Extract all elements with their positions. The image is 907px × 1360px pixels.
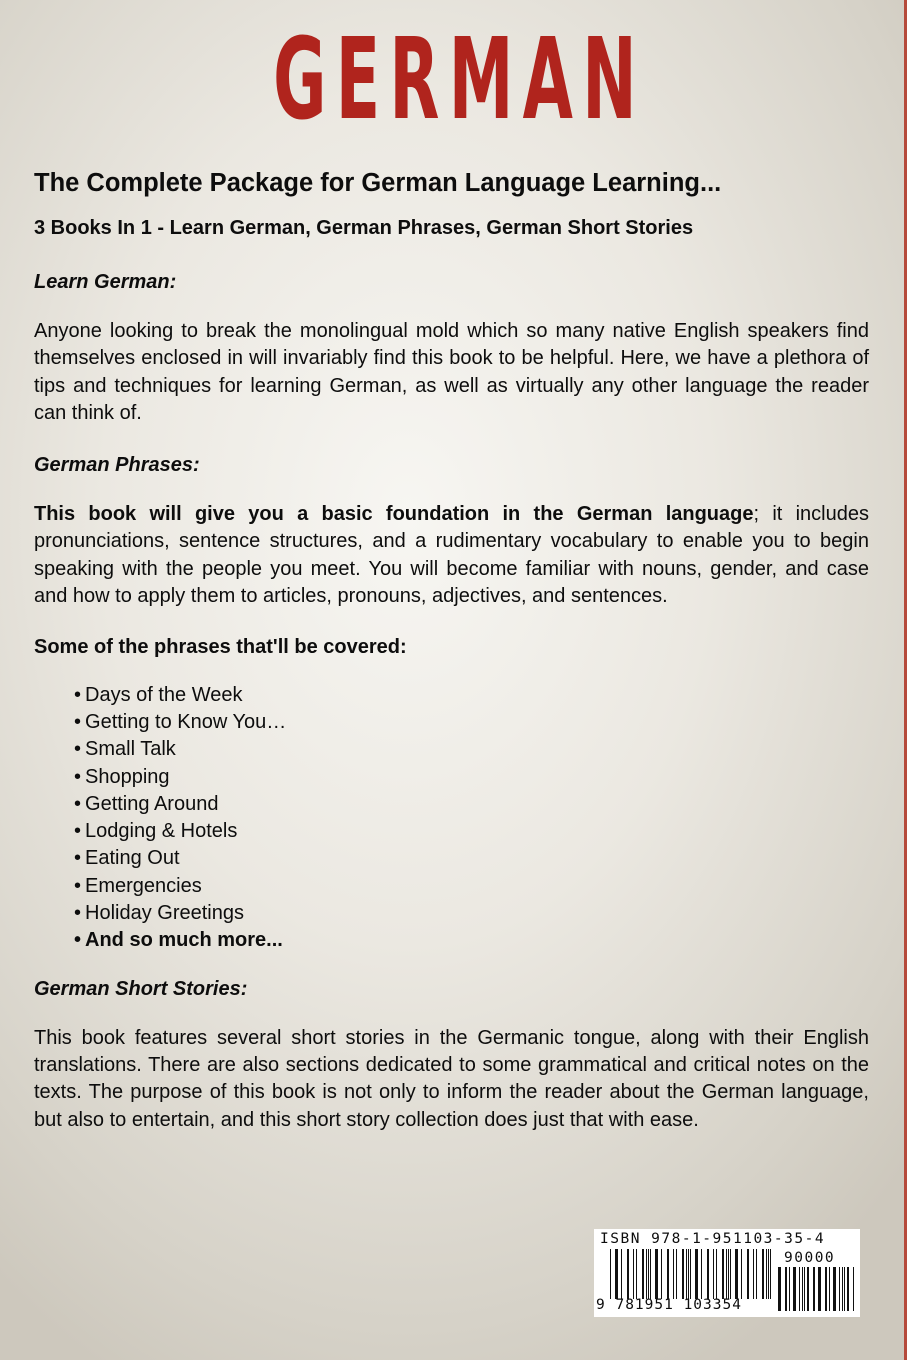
barcode-bar xyxy=(804,1267,805,1311)
section-title-learn-german: Learn German: xyxy=(34,271,177,293)
barcode-bar xyxy=(661,1249,662,1299)
barcode-bar xyxy=(627,1249,629,1299)
barcode-bar xyxy=(646,1249,647,1299)
bullet-icon: • xyxy=(74,902,82,925)
bullet-icon: • xyxy=(74,765,82,788)
bullet-icon: • xyxy=(74,847,82,870)
barcode-bar xyxy=(770,1249,771,1299)
barcode-bar xyxy=(747,1249,749,1299)
barcode-bar xyxy=(722,1249,724,1299)
list-item: • Shopping xyxy=(74,765,170,788)
barcode-price-code: 90000 xyxy=(784,1250,836,1266)
barcode-bar xyxy=(793,1267,796,1311)
list-item: • Emergencies xyxy=(74,874,202,897)
barcode-bar xyxy=(673,1249,674,1299)
barcode-bar xyxy=(753,1249,754,1299)
barcode-bar xyxy=(610,1249,611,1299)
barcode-bar xyxy=(853,1267,854,1311)
back-cover-content xyxy=(34,166,869,1158)
barcode-bar xyxy=(766,1249,767,1299)
barcode-bar xyxy=(648,1249,649,1299)
barcode-bar xyxy=(756,1249,757,1299)
barcode-bar xyxy=(818,1267,821,1311)
barcode-bar xyxy=(839,1267,840,1311)
barcode-bar xyxy=(642,1249,644,1299)
section-body-german-phrases xyxy=(34,501,869,610)
list-item: • Eating Out xyxy=(74,847,180,870)
list-item: • Small Talk xyxy=(74,738,176,761)
barcode-bar xyxy=(807,1267,809,1311)
barcode-bar xyxy=(833,1267,836,1311)
barcode-digits: 9 781951 103354 xyxy=(596,1297,742,1313)
barcode-bar xyxy=(707,1249,709,1299)
barcode-bar xyxy=(825,1267,827,1311)
barcode-bar xyxy=(728,1249,729,1299)
isbn-number: ISBN 978-1-951103-35-4 xyxy=(600,1231,826,1247)
barcode-bar xyxy=(844,1267,845,1311)
barcode-bar xyxy=(686,1249,687,1299)
barcode-bar xyxy=(713,1249,714,1299)
section-body-german-short-stories: This book features several short stories in the Germanic tongue, along with their English translations. There are also sections dedicated to some grammatical and critical notes on the texts. The purpose of this book is not only to inform the reader about the German language, but also to entertain, and this short story collection does just that with ease. xyxy=(34,1026,869,1131)
barcode-bar xyxy=(741,1249,742,1299)
book-title: GERMAN xyxy=(273,15,646,145)
section-title-german-short-stories: German Short Stories: xyxy=(34,977,248,1000)
bullet-icon: • xyxy=(74,738,82,761)
list-item: • And so much more... xyxy=(74,929,283,952)
barcode-bar xyxy=(667,1249,669,1299)
list-item: • Getting to Know You… xyxy=(74,710,287,733)
barcode-bar xyxy=(730,1249,731,1299)
barcode-bar xyxy=(799,1267,800,1311)
barcode-bar xyxy=(701,1249,702,1299)
barcode-bar xyxy=(716,1249,717,1299)
barcode-bar xyxy=(682,1249,684,1299)
cover-heading: The Complete Package for German Language Learning... xyxy=(34,169,722,197)
phrases-list-title: Some of the phrases that'll be covered: xyxy=(34,636,407,659)
barcode-bar xyxy=(726,1249,727,1299)
bullet-icon: • xyxy=(74,874,82,897)
bullet-icon: • xyxy=(74,710,82,733)
barcode-bar xyxy=(829,1267,830,1311)
barcode-bar xyxy=(768,1249,769,1299)
barcode-bar xyxy=(655,1249,658,1299)
barcode-bar xyxy=(676,1249,677,1299)
barcode-bar xyxy=(789,1267,790,1311)
bullet-icon: • xyxy=(74,683,82,706)
barcode-bar xyxy=(813,1267,815,1311)
phrases-body-rest: ; it includes pronunciations, sentence structures, and a rudimentary vocabulary to enable you to begin speaking with the people you meet. You will become familiar with nouns, gender, and case and how to apply them to articles, pronouns, adjectives, and sentences. xyxy=(34,503,869,608)
barcode-bar xyxy=(802,1267,803,1311)
barcode-bar xyxy=(636,1249,637,1299)
barcode-bar xyxy=(615,1249,618,1299)
barcode-bar xyxy=(785,1267,787,1311)
list-item: • Holiday Greetings xyxy=(74,902,244,925)
cover-subheading: 3 Books In 1 - Learn German, German Phrases, German Short Stories xyxy=(34,217,694,239)
barcode-bar xyxy=(688,1249,689,1299)
list-item: • Days of the Week xyxy=(74,683,243,706)
list-item: • Lodging & Hotels xyxy=(74,820,238,843)
bullet-icon: • xyxy=(74,929,82,952)
barcode-bar xyxy=(695,1249,698,1299)
bullet-icon: • xyxy=(74,792,82,815)
phrases-list xyxy=(34,682,869,955)
barcode-bar xyxy=(650,1249,651,1299)
isbn-barcode xyxy=(594,1229,860,1317)
barcode-bar xyxy=(735,1249,738,1299)
phrases-body-bold: This book will give you a basic foundation in the German language xyxy=(34,503,754,526)
section-body-learn-german: Anyone looking to break the monolingual mold which so many native English speakers find themselves enclosed in will invariably find this book to be helpful. Here, we have a plethora of tips and techniques for learning German, as well as virtually any other language the reader can think of. xyxy=(34,320,869,424)
barcode-bar xyxy=(842,1267,843,1311)
barcode-bar xyxy=(762,1249,764,1299)
barcode-bar xyxy=(621,1249,622,1299)
barcode-bar xyxy=(690,1249,691,1299)
bullet-icon: • xyxy=(74,820,82,843)
section-title-german-phrases: German Phrases: xyxy=(34,454,200,477)
barcode-bar xyxy=(633,1249,634,1299)
list-item: • Getting Around xyxy=(74,792,219,815)
barcode-bar xyxy=(847,1267,849,1311)
barcode-bar xyxy=(778,1267,781,1311)
